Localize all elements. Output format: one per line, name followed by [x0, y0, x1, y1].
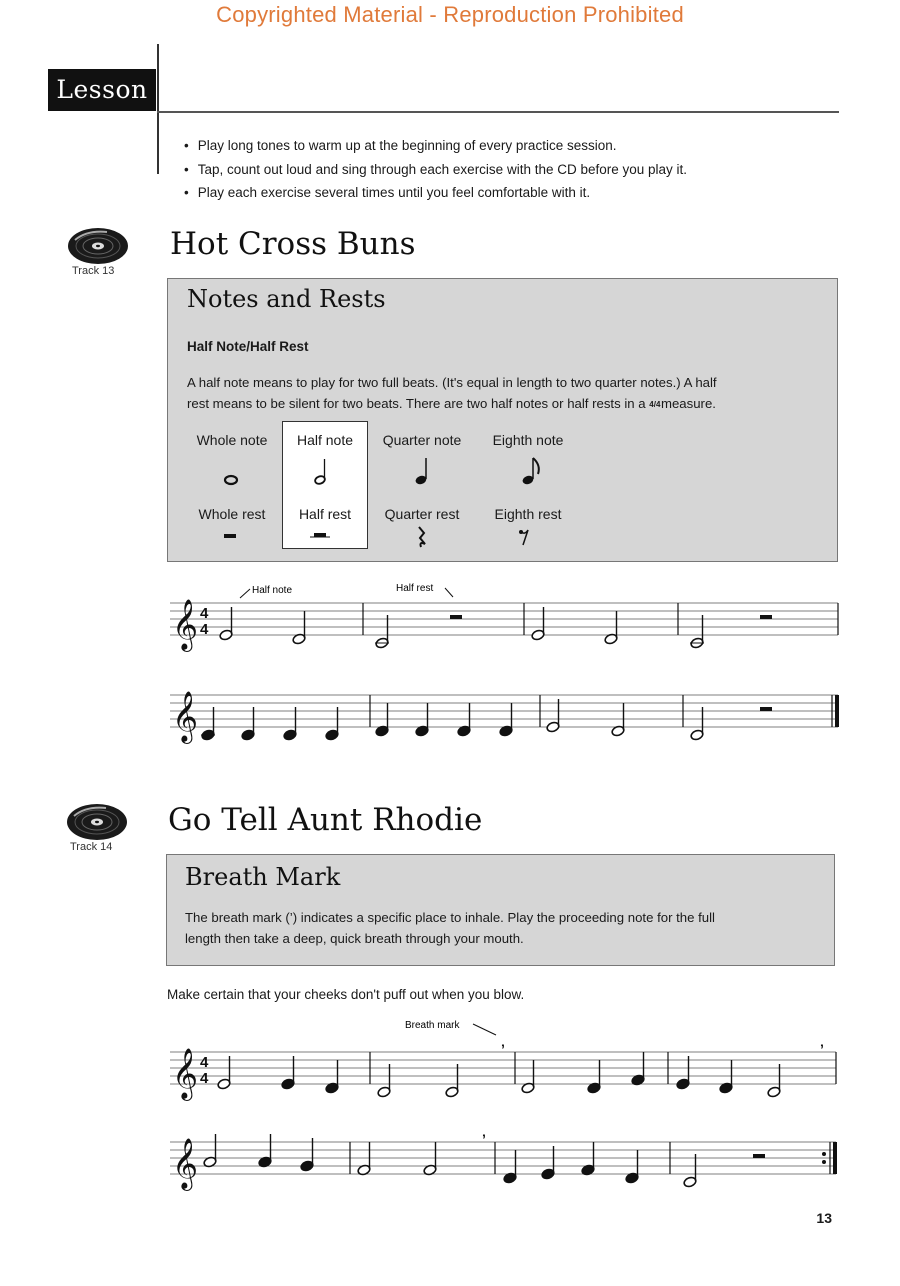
note-label: Eighth note	[492, 432, 564, 448]
box-text-line	[187, 393, 717, 414]
box-title: Notes and Rests	[187, 285, 386, 313]
half-rest-icon	[310, 533, 330, 537]
final-barline	[835, 695, 839, 727]
rest-label: Eighth rest	[494, 506, 562, 522]
page-number: 13	[816, 1210, 832, 1226]
track-label: Track 13	[72, 265, 115, 277]
time-signature: 4	[200, 1054, 209, 1071]
quarter-note-icon	[414, 458, 427, 486]
tip-item: • Tap, count out loud and sing through each exercise with the CD before you play it.	[184, 158, 687, 182]
annotation-half-note: Half note	[252, 585, 293, 596]
box-text-line: The breath mark (’) indicates a specific place to inhale. Play the proceeding note for the full	[185, 910, 715, 925]
breath-mark: ’	[501, 1041, 505, 1057]
go-tell-aunt-rhodie-score	[160, 1012, 850, 1197]
annotation-breath-mark: Breath mark	[405, 1020, 460, 1031]
practice-tips	[184, 134, 687, 205]
lesson-divider-vertical	[157, 44, 159, 174]
time-signature: 4	[200, 621, 209, 638]
tip-item: • Play each exercise several times until you feel comfortable with it.	[184, 181, 687, 205]
note-label: Half note	[296, 432, 354, 448]
repeat-dot	[822, 1152, 826, 1156]
treble-clef-icon: 𝄞	[172, 600, 199, 649]
repeat-dot	[822, 1160, 826, 1164]
box-text-segment: rest means to be silent for two beats. There are two half notes or half rests in a	[187, 396, 646, 411]
final-barline	[833, 1142, 837, 1174]
song-title: Go Tell Aunt Rhodie	[168, 802, 483, 838]
staff	[170, 603, 838, 635]
instruction-text: Make certain that your cheeks don't puff out when you blow.	[167, 987, 525, 1002]
half-rest	[760, 707, 772, 711]
rest-label: Whole rest	[198, 506, 266, 522]
song-title: Hot Cross Buns	[170, 226, 416, 262]
time-signature: 4/4	[649, 399, 661, 409]
half-rest	[760, 615, 772, 619]
eighth-note-icon	[521, 458, 538, 486]
box-text-line: length then take a deep, quick breath through your mouth.	[185, 931, 524, 946]
rest-label: Quarter rest	[384, 506, 460, 522]
cd-icon	[67, 226, 129, 266]
box-text-segment: measure.	[660, 396, 716, 411]
staff	[170, 695, 838, 727]
breath-mark: ’	[820, 1041, 824, 1057]
treble-clef-icon: 𝄞	[172, 1049, 199, 1098]
note-label: Whole note	[196, 432, 268, 448]
box-title: Breath Mark	[185, 863, 341, 891]
box-subtitle: Half Note/Half Rest	[187, 339, 309, 354]
note-label: Quarter note	[382, 432, 462, 448]
lesson-divider-horizontal	[157, 111, 839, 113]
time-signature: 4	[200, 1070, 209, 1087]
box-text	[187, 372, 717, 414]
cd-icon	[66, 802, 128, 842]
half-rest	[753, 1154, 765, 1158]
half-rest	[450, 615, 462, 619]
eighth-rest-icon	[519, 530, 528, 545]
quarter-rest-icon	[419, 527, 425, 547]
note-rest-symbols	[167, 455, 607, 555]
track-label: Track 14	[70, 841, 113, 853]
rest-label: Half rest	[298, 506, 352, 522]
hot-cross-buns-score	[160, 575, 850, 750]
treble-clef-icon: 𝄞	[172, 1139, 199, 1188]
half-note-icon	[314, 459, 326, 485]
tip-item: • Play long tones to warm up at the beginning of every practice session.	[184, 134, 687, 158]
box-text-line: A half note means to play for two full beats. (It's equal in length to two quarter notes.) A half	[187, 375, 717, 390]
lesson-tab: Lesson 2	[48, 69, 156, 111]
treble-clef-icon: 𝄞	[172, 692, 199, 741]
box-text	[185, 907, 715, 949]
watermark: Copyrighted Material - Reproduction Prohibited	[216, 2, 684, 27]
time-signature: 4	[200, 605, 209, 622]
whole-rest-icon	[224, 534, 236, 538]
breath-mark: ’	[482, 1131, 486, 1147]
annotation-half-rest: Half rest	[396, 583, 434, 594]
whole-note-icon	[225, 476, 237, 484]
